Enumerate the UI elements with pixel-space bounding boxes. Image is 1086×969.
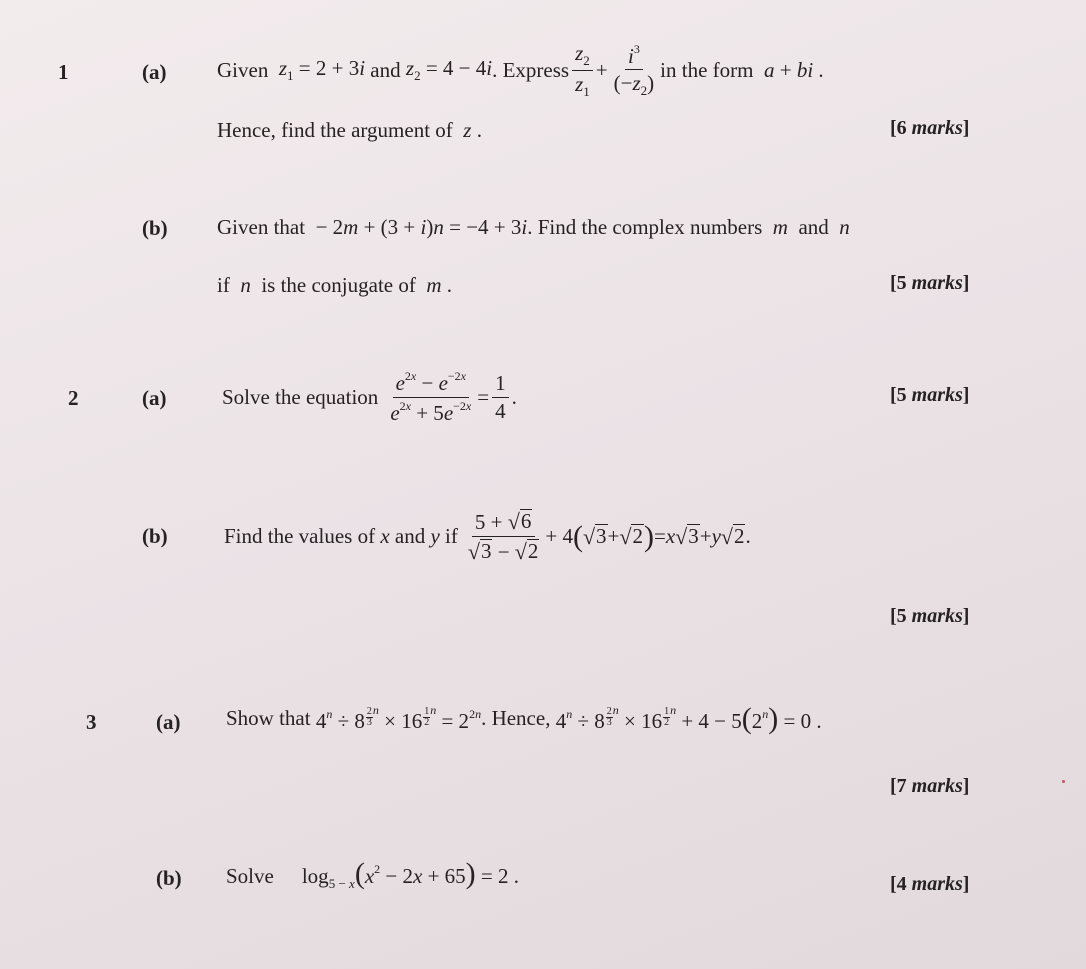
formula-n: n: [839, 214, 850, 239]
expression-1a: $\frac{z_2}{z_1}$ + $\frac{i^3}{(-z_2)}$: [569, 42, 660, 98]
formula-z: z .: [463, 118, 482, 142]
text-solve: Solve: [226, 863, 274, 888]
marks-2b: [5 marks]: [890, 605, 970, 627]
formula-x: x: [380, 523, 390, 548]
formula-n: n: [240, 273, 251, 297]
marks-3a: [7 marks]: [890, 775, 970, 797]
ink-speck: [1062, 780, 1065, 783]
equation-2b: 5 + √ 6 √ 3 − √ 2 + 4 ( √ 3 + √ 2 ) = x √ 3 + y √ 2 .: [467, 509, 751, 564]
text-find-values: Find the values of: [224, 523, 376, 548]
question-2b-statement: [224, 502, 751, 570]
marks-3b: [4 marks]: [890, 873, 970, 895]
question-number: 1: [58, 60, 69, 84]
part-label: (a): [156, 710, 181, 734]
text-show-that: Show that: [226, 705, 311, 730]
equation-3b: $\log_{5 - x}(x^2 - 2x + 65) = 2$ .: [301, 857, 519, 891]
text-conjugate: is the conjugate of: [261, 273, 416, 297]
formula-z1: $z_1 = 2 + 3i$: [278, 56, 366, 83]
formula-1b-equation: − 2m + (3 + i)n = −4 + 3i: [305, 214, 528, 239]
text-and: and: [394, 523, 426, 548]
question-1b-statement: [217, 212, 850, 242]
equation-3a: $4^n \div 8$ $\frac{2}{3}$ $^n$ × 16 $\frac{1}{2}$ $^n + 4 - 5(2^n) = 0$ .: [550, 701, 822, 735]
identity-3a: $4^n \div 8$ $\frac{2}{3}$ $^n$ × 16 $\frac{1}{2}$ $^n = 2^{2n}$: [310, 702, 482, 733]
marks-2a: [5 marks]: [890, 384, 970, 406]
text-hence: Hence, find the argument of: [217, 118, 453, 142]
text-hence: . Hence,: [481, 705, 551, 730]
marks-1b: [5 marks]: [890, 272, 970, 294]
text-form: in the form: [660, 57, 754, 82]
question-1a-statement: [217, 40, 824, 99]
text-solve-equation: Solve the equation: [222, 384, 379, 409]
question-number: 2: [68, 386, 79, 410]
equation-2a: $\frac{e^{2x} - e^{-2x}}{e^{2x} + 5e^{-2x}}$ = $\frac{1}{4}$ .: [390, 369, 517, 425]
question-2a-statement: [222, 366, 517, 428]
part-label: (b): [156, 866, 182, 890]
question-3a-statement: [226, 693, 822, 743]
part-label: (a): [142, 60, 167, 84]
marks-1a: [6 marks]: [890, 117, 970, 139]
question-1a-hence: [217, 120, 482, 141]
part-label: (b): [142, 216, 168, 240]
text-find-complex: . Find the complex numbers: [527, 214, 763, 239]
formula-y: y: [430, 523, 440, 548]
text-given-that: Given that: [217, 214, 306, 239]
question-number: 3: [86, 710, 97, 734]
formula-m: m .: [426, 273, 453, 297]
text-given: Given: [217, 57, 269, 82]
text-if: if: [217, 273, 230, 297]
text-if: if: [445, 523, 458, 548]
part-label: (b): [142, 524, 168, 548]
text-express: . Express: [492, 57, 570, 82]
part-label: (a): [142, 386, 167, 410]
question-1b-condition: [217, 275, 452, 296]
formula-m: m: [772, 214, 788, 239]
question-3b-statement: [226, 856, 519, 896]
text-and: and: [370, 57, 401, 82]
text-and: and: [798, 214, 829, 239]
formula-z2: $z_2 = 4 - 4i$: [405, 56, 493, 83]
formula-a-plus-bi: a + bi .: [763, 57, 824, 82]
